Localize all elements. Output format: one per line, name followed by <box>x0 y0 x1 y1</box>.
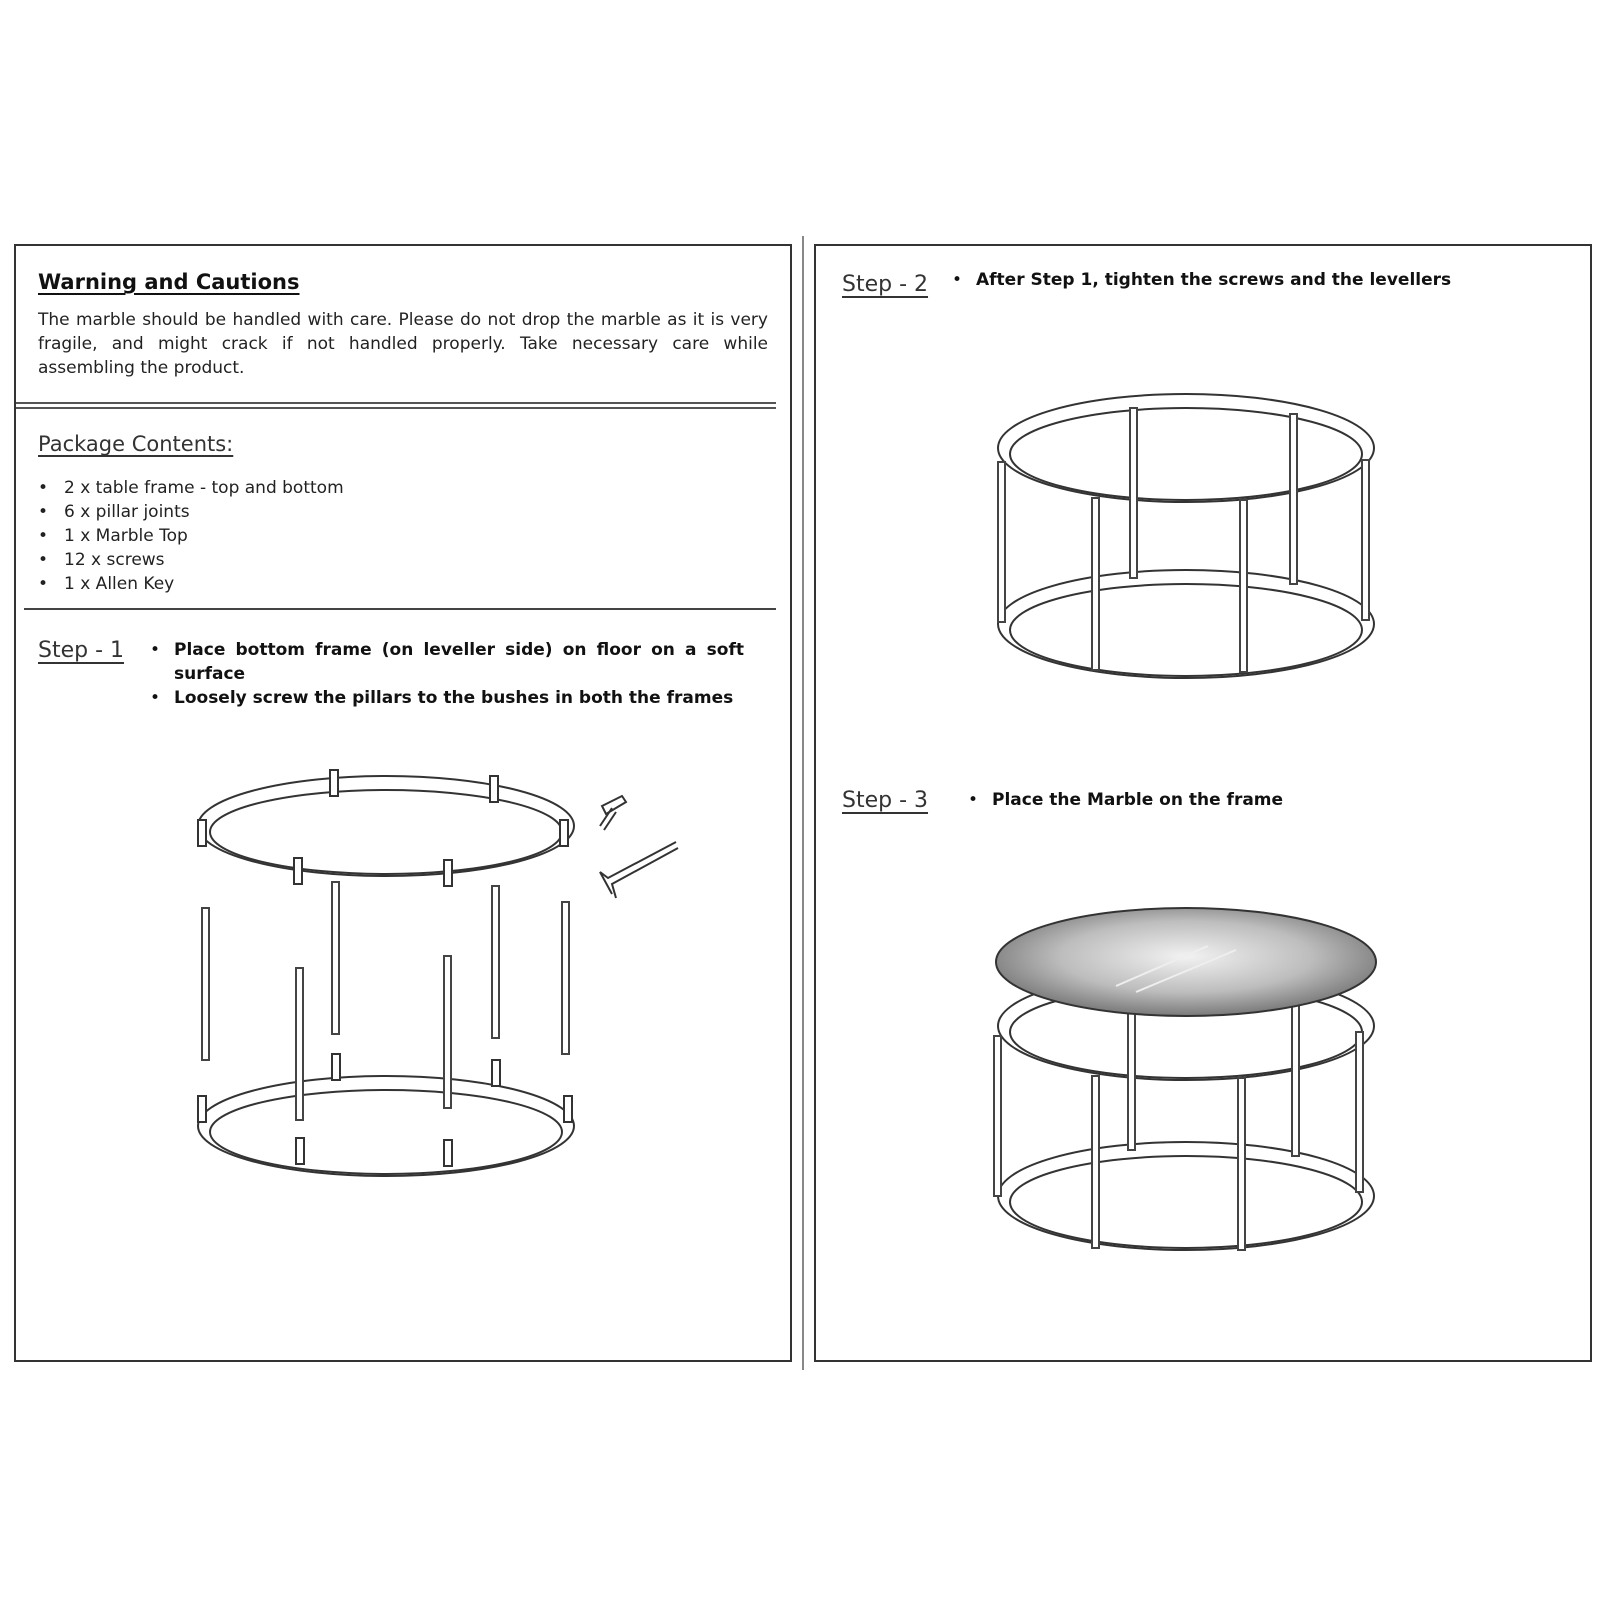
step-instruction: • Loosely screw the pillars to the bushes in both the frames <box>148 686 744 710</box>
warning-title: Warning and Cautions <box>38 270 300 294</box>
package-item: • 1 x Allen Key <box>38 572 538 596</box>
warning-text: The marble should be handled with care. Please do not drop the marble as it is very fragile, and might crack if not handled properly. Take necessary care while assembling the product. <box>38 310 768 378</box>
right-panel <box>814 244 1592 1362</box>
package-item: • 1 x Marble Top <box>38 524 538 548</box>
screw-icon <box>600 796 626 830</box>
allen-key-icon <box>600 842 678 898</box>
package-item: • 2 x table frame - top and bottom <box>38 476 538 500</box>
step-instruction: • After Step 1, tighten the screws and the levellers <box>950 268 1570 292</box>
center-divider <box>802 236 804 1370</box>
step-1-label: Step - 1 <box>38 638 125 663</box>
package-title: Package Contents: <box>38 432 234 456</box>
package-item: • 6 x pillar joints <box>38 500 538 524</box>
step-3-label: Step - 3 <box>842 788 929 813</box>
left-panel <box>14 244 792 1362</box>
step-1-diagram <box>16 246 794 1364</box>
step-2-label: Step - 2 <box>842 272 929 297</box>
step-instruction: • Place the Marble on the frame <box>966 788 1566 812</box>
package-item: • 12 x screws <box>38 548 538 572</box>
step-3-diagram <box>816 246 1594 1364</box>
marble-top <box>996 908 1376 1016</box>
step-instruction: • Place bottom frame (on leveller side) on floor on a soft surface <box>148 638 744 686</box>
